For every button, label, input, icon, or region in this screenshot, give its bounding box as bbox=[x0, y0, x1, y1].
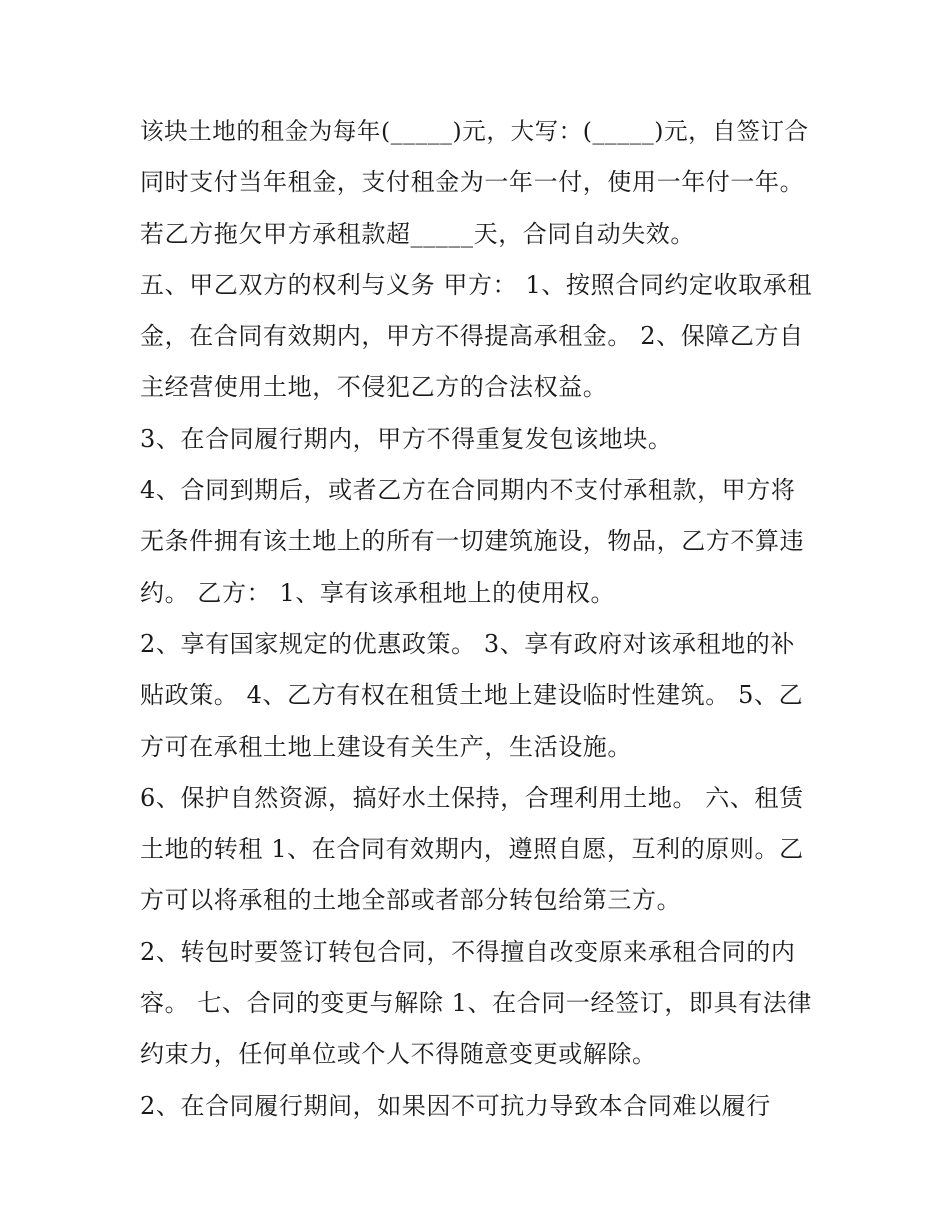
text-line: 4、合同到期后，或者乙方在合同期内不支付承租款，甲方将 bbox=[140, 476, 796, 505]
text-line: 约束力，任何单位或个人不得随意变更或解除。 bbox=[140, 1040, 657, 1069]
text-line: 若乙方拖欠甲方承租款超_____天，合同自动失效。 bbox=[140, 219, 695, 248]
text-line: 该块土地的租金为每年(_____)元，大写：(_____)元，自签订合 bbox=[140, 117, 809, 145]
text-line: 方可在承租土地上建设有关生产，生活设施。 bbox=[140, 732, 632, 761]
text-line: 贴政策。 4、乙方有权在租赁土地上建设临时性建筑。 5、乙 bbox=[140, 681, 804, 710]
text-line: 2、享有国家规定的优惠政策。 3、享有政府对该承租地的补 bbox=[140, 629, 795, 658]
text-line: 同时支付当年租金，支付租金为一年一付，使用一年付一年。 bbox=[140, 168, 805, 197]
text-line: 无条件拥有该土地上的所有一切建筑施设，物品，乙方不算违 bbox=[140, 527, 805, 556]
document-body bbox=[140, 106, 820, 1132]
text-line: 金，在合同有效期内，甲方不得提高承租金。 2、保障乙方自 bbox=[140, 322, 804, 351]
text-line: 土地的转租 1、在合同有效期内，遵照自愿，互利的原则。乙 bbox=[140, 835, 804, 864]
text-line: 2、转包时要签订转包合同，不得擅自改变原来承租合同的内 bbox=[140, 937, 796, 966]
text-line: 2、在合同履行期间，如果因不可抗力导致本合同难以履行 bbox=[140, 1091, 771, 1120]
text-line: 主经营使用土地，不侵犯乙方的合法权益。 bbox=[140, 373, 608, 402]
text-line: 3、在合同履行期内，甲方不得重复发包该地块。 bbox=[140, 424, 673, 453]
text-line: 五、甲乙双方的权利与义务 甲方： 1、按照合同约定收取承租 bbox=[140, 270, 812, 299]
text-line: 方可以将承租的土地全部或者部分转包给第三方。 bbox=[140, 886, 682, 915]
text-line: 6、保护自然资源，搞好水土保持，合理利用土地。 六、租赁 bbox=[140, 783, 804, 812]
text-line: 约。 乙方： 1、享有该承租地上的使用权。 bbox=[140, 578, 616, 607]
text-line: 容。 七、合同的变更与解除 1、在合同一经签订，即具有法律 bbox=[140, 989, 812, 1018]
